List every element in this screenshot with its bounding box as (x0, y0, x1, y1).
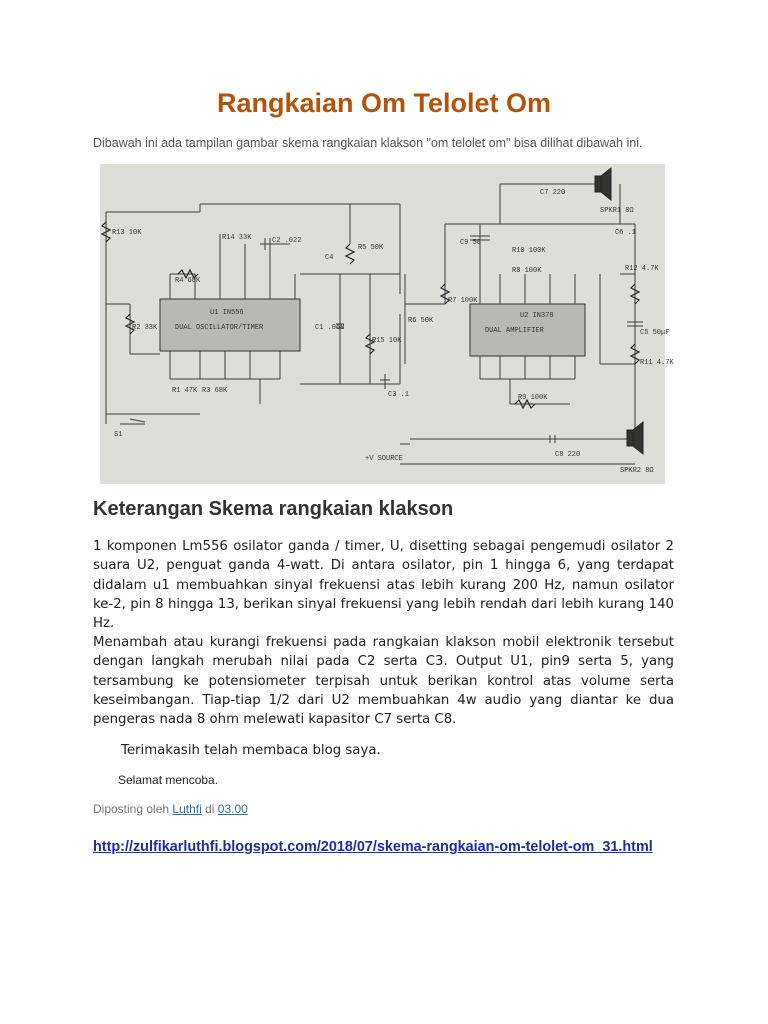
spkr2-label: SPKR2 8Ω (620, 467, 654, 475)
c2-label: C2 .022 (272, 237, 302, 245)
source-label: +V SOURCE (365, 455, 403, 463)
page-title: Rangkaian Om Telolet Om (216, 88, 552, 118)
r9-label: R9 100K (518, 394, 548, 402)
r10-label: R10 100K (512, 247, 546, 255)
c7-label: C7 220 (540, 189, 566, 197)
timestamp-link[interactable]: 03.00 (217, 802, 248, 816)
author-link[interactable]: Luthfi (172, 802, 202, 816)
c1-label: C1 .068 (315, 324, 345, 332)
source-url-link[interactable]: http://zulfikarluthfi.blogspot.com/2018/07/skema-rangkaian-om-telolet-om_31.html (93, 839, 653, 855)
c6-label: C6 .1 (615, 229, 637, 237)
r7-label: R7 100K (448, 297, 478, 305)
schematic-diagram (100, 164, 674, 484)
c5-label: C5 50μF (640, 329, 670, 337)
r6-label: R6 50K (408, 317, 434, 325)
closing-text: Selamat mencoba. (118, 773, 219, 787)
r8-label: R8 100K (512, 267, 542, 275)
r14-label: R14 33K (222, 234, 252, 242)
u2-desc: DUAL AMPLIFIER (485, 327, 544, 335)
post-meta (93, 802, 248, 816)
thanks-text: Terimakasih telah membaca blog saya. (121, 743, 381, 758)
post-meta-middle: di (201, 802, 218, 816)
r4-label: R4 68K (175, 277, 201, 285)
r11-label: R11 4.7K (640, 359, 674, 367)
r5-label: R5 50K (358, 244, 384, 252)
r15-label: R15 10K (372, 337, 402, 345)
s1-label: S1 (114, 431, 123, 439)
schematic-photo (100, 164, 674, 484)
r2-label: R2 33K (132, 324, 158, 332)
r1-label: R1 47K (172, 387, 198, 395)
c9-label: C9 50 (460, 239, 482, 247)
r12-label: R12 4.7K (625, 265, 659, 273)
paragraph-1: 1 komponen Lm556 osilator ganda / timer, U, disetting sebagai pengemudi osilator 2 suara U2, penguat ganda 4-watt. Di antara osilator, pin 1 hingga 6, yang terdapat didalam u1 membuahkan sinyal frekuensi atas lebih kurang 200 Hz, namun osilator ke-2, pin 8 hingga 13, berikan sinyal frekuensi yang lebih rendah dari lebih kurang 140 Hz. (93, 539, 674, 632)
u1-label: U1 IN556 (210, 309, 244, 317)
c8-label: C8 220 (555, 451, 581, 459)
spkr1-label: SPKR1 8Ω (600, 207, 634, 215)
c3-label: C3 .1 (388, 391, 410, 399)
r3-label: R3 68K (202, 387, 228, 395)
c4-label: C4 (325, 254, 334, 262)
u2-label: U2 IN378 (520, 312, 554, 320)
intro-text: Dibawah ini ada tampilan gambar skema rangkaian klakson "om telolet om" bisa dilihat dibawah ini. (93, 136, 643, 150)
post-meta-prefix: Diposting oleh (93, 802, 173, 816)
section-heading: Keterangan Skema rangkaian klakson (93, 498, 454, 520)
r13-label: R13 10K (112, 229, 142, 237)
paragraph-2: Menambah atau kurangi frekuensi pada rangkaian klakson mobil elektronik tersebut dengan langkah merubah nilai pada C2 serta C3. Output U1, pin9 serta 5, yang tersambung ke potensiometer terpisah untuk berikan kontrol atas volume serta keseimbangan. Tiap-tiap 1/2 dari U2 membuahkan 4w audio yang diantar ke dua pengeras nada 8 ohm melewati kapasitor C7 serta C8. (93, 635, 674, 728)
u1-desc: DUAL OSCILLATOR/TIMER (175, 324, 264, 332)
